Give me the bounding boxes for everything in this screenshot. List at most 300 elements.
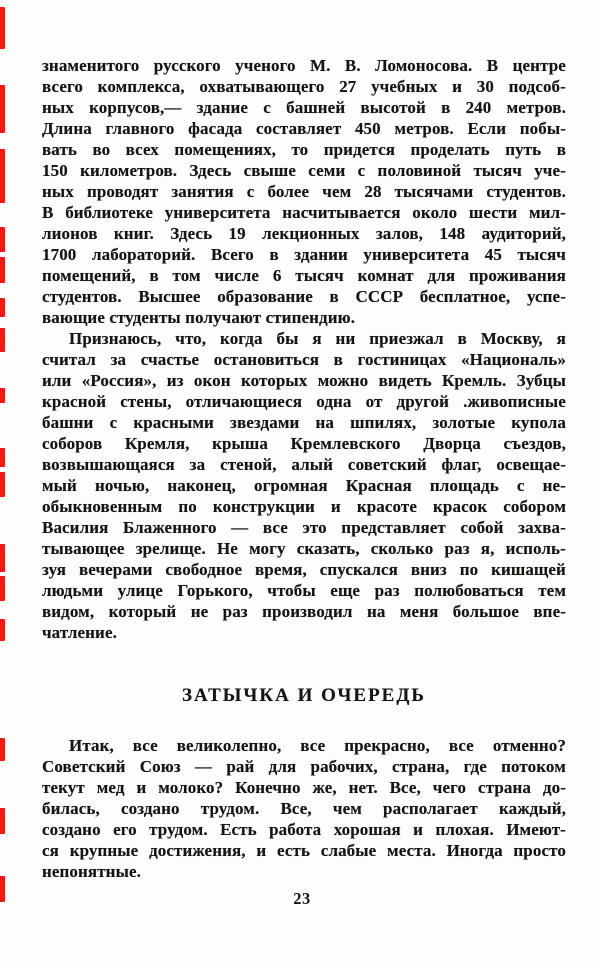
word: текут	[42, 778, 85, 797]
word: большое	[452, 602, 519, 621]
word: около	[412, 203, 458, 222]
word: тысяч	[295, 266, 344, 285]
word: на	[366, 602, 386, 621]
word: вать	[42, 140, 77, 159]
paragraph	[42, 55, 566, 328]
word: занятия	[171, 182, 234, 201]
red-edge-mark	[0, 388, 5, 403]
word: исполь-	[505, 539, 566, 558]
word: 27	[339, 77, 357, 96]
word: с	[246, 182, 255, 201]
word: Имеют-	[506, 820, 566, 839]
text-line	[42, 756, 566, 777]
word: 6	[272, 266, 282, 285]
word: Итак,	[69, 736, 114, 755]
word: Длина	[42, 119, 92, 138]
word: сказать,	[296, 539, 360, 558]
word: мил-	[528, 203, 566, 222]
word: 28	[364, 182, 382, 201]
text-line	[42, 798, 566, 819]
word: метров.	[394, 119, 454, 138]
word: лионов	[42, 224, 98, 243]
word: русского	[153, 56, 221, 75]
word: Блаженного	[123, 518, 217, 537]
word: съездов,	[503, 434, 566, 453]
word: крупные	[69, 841, 139, 860]
red-edge-mark	[0, 257, 5, 283]
word: собой	[460, 518, 504, 537]
word: кишащей	[491, 560, 566, 579]
word: учебных	[371, 77, 438, 96]
section-heading: ЗАТЫЧКА И ОЧЕРЕДЬ	[182, 685, 426, 706]
word: Кремлевского	[290, 434, 401, 453]
word: Горького,	[177, 581, 253, 600]
word: меня	[399, 602, 439, 621]
word: соборов	[42, 434, 103, 453]
word: во	[92, 140, 111, 159]
word: успе-	[526, 287, 566, 306]
text-line	[42, 139, 566, 160]
red-edge-mark	[0, 808, 5, 834]
word: в	[457, 329, 467, 348]
word: 148	[439, 224, 466, 243]
word: по	[178, 497, 197, 516]
word: проделать	[410, 140, 490, 159]
word: до-	[542, 778, 566, 797]
word: другой	[396, 392, 450, 411]
word: представляет	[341, 518, 446, 537]
word: красной	[42, 392, 107, 411]
word: золотые	[432, 413, 496, 432]
red-edge-mark	[0, 576, 5, 601]
word: Здесь	[170, 224, 213, 243]
word: Москву,	[480, 329, 543, 348]
word: когда	[220, 329, 263, 348]
word: уче-	[534, 161, 566, 180]
word: который	[108, 602, 177, 621]
word: знаменитого	[42, 56, 140, 75]
word: высотой	[360, 98, 426, 117]
word: Зубцы	[516, 371, 566, 390]
word: красными	[133, 413, 214, 432]
word: Высшее	[138, 287, 201, 306]
text-line: вающие студенты получают стипендию.	[42, 308, 356, 327]
word: где	[463, 757, 487, 776]
word: 1700	[42, 245, 77, 264]
word: проводят	[86, 182, 159, 201]
word: отличающиеся	[185, 392, 303, 411]
word: стеной,	[220, 455, 277, 474]
word: Всего	[210, 245, 254, 264]
word: бы	[276, 329, 299, 348]
word: Все,	[280, 799, 312, 818]
text-line	[42, 412, 566, 433]
word: охватывающего	[199, 77, 325, 96]
word: Есть	[220, 820, 257, 839]
word: проживания	[468, 266, 566, 285]
word: подсоб-	[508, 77, 566, 96]
word: великолепно,	[176, 736, 282, 755]
word: и	[136, 778, 147, 797]
red-edge-mark	[0, 85, 5, 133]
word: красок	[433, 497, 488, 516]
word: с	[109, 413, 118, 432]
word: том	[172, 266, 201, 285]
word: создано	[42, 820, 101, 839]
word: километров.	[80, 161, 178, 180]
word: ученого	[235, 56, 296, 75]
word: я	[556, 329, 566, 348]
word: Красная	[345, 476, 412, 495]
word: «Россия»,	[81, 371, 157, 390]
word: еще	[330, 581, 361, 600]
word: Все,	[389, 778, 421, 797]
text-line	[42, 223, 566, 244]
word: могу	[249, 539, 286, 558]
word: образование	[217, 287, 313, 306]
word: за	[189, 455, 206, 474]
word: мед	[96, 778, 125, 797]
word: помещений,	[42, 266, 136, 285]
word: и	[330, 497, 341, 516]
word: библиотеке	[65, 203, 153, 222]
text-line	[42, 777, 566, 798]
word: вечерами	[78, 560, 153, 579]
word: можно	[317, 371, 369, 390]
word: прекрасно,	[344, 736, 430, 755]
word: сколько	[370, 539, 434, 558]
word: числе	[214, 266, 260, 285]
word: с	[263, 98, 271, 117]
word: в	[441, 98, 451, 117]
word: студентов.	[42, 287, 122, 306]
word: в	[556, 140, 566, 159]
word: впе-	[533, 602, 566, 621]
paragraph	[42, 735, 566, 882]
word: университета	[363, 245, 470, 264]
word: башней	[286, 98, 346, 117]
word: не	[190, 602, 209, 621]
word: тысячами	[394, 182, 474, 201]
word: гостиницах	[357, 350, 447, 369]
word: комнат	[357, 266, 414, 285]
word: раз	[222, 602, 248, 621]
word: башни	[42, 413, 94, 432]
word: СССР	[355, 287, 404, 306]
word: Иногда	[446, 841, 503, 860]
word: в	[149, 266, 159, 285]
word: Союз	[139, 757, 181, 776]
word: тем	[538, 581, 566, 600]
text-line	[42, 840, 566, 861]
word: 45	[484, 245, 502, 264]
word: Признаюсь,	[69, 329, 162, 348]
text-line	[42, 559, 566, 580]
text-line	[42, 370, 566, 391]
word: метров.	[506, 98, 566, 117]
red-edge-mark	[0, 227, 5, 252]
word: от	[365, 392, 383, 411]
word: площадь	[429, 476, 499, 495]
word: всех	[125, 140, 159, 159]
word: зуя	[42, 560, 67, 579]
word: же,	[312, 778, 337, 797]
word: свободное	[165, 560, 243, 579]
word: лабораторий.	[91, 245, 196, 264]
word: это	[302, 518, 327, 537]
word: приезжал	[369, 329, 444, 348]
word: огромная	[253, 476, 328, 495]
text-line	[42, 160, 566, 181]
word: для	[427, 266, 456, 285]
word: более	[267, 182, 310, 201]
text-line	[42, 538, 566, 559]
word: побы-	[519, 119, 566, 138]
word: из	[166, 371, 184, 390]
word: производил	[262, 602, 353, 621]
word: одна	[316, 392, 352, 411]
word: раз	[444, 539, 470, 558]
word: шести	[468, 203, 518, 222]
word: наконец,	[167, 476, 236, 495]
page-number: 23	[293, 889, 311, 908]
word: в	[329, 287, 339, 306]
word: страна	[478, 778, 531, 797]
word: которых	[241, 371, 308, 390]
word: «Националь»	[461, 350, 566, 369]
word: фасада	[188, 119, 243, 138]
word: обыкновенным	[42, 497, 163, 516]
word: я	[312, 329, 322, 348]
word: слабые	[320, 841, 377, 860]
word: окон	[193, 371, 231, 390]
word: что,	[175, 329, 207, 348]
word: работа	[269, 820, 322, 839]
word: крыша	[212, 434, 268, 453]
text-line	[42, 517, 566, 538]
word: и	[256, 841, 267, 860]
word: —	[194, 757, 213, 776]
word: есть	[277, 841, 311, 860]
text-line	[42, 181, 566, 202]
word: в	[269, 245, 279, 264]
text-line: чатление.	[42, 623, 117, 642]
word: флаг,	[441, 455, 482, 474]
word: 30	[476, 77, 494, 96]
word: Не	[216, 539, 238, 558]
word: места.	[387, 841, 436, 860]
red-edge-mark	[0, 472, 5, 497]
word: все	[300, 736, 326, 755]
word: комплекса,	[97, 77, 185, 96]
word: 450	[354, 119, 381, 138]
word: остановиться	[213, 350, 320, 369]
red-edge-mark	[0, 149, 5, 203]
word: освещае-	[496, 455, 566, 474]
word: создано	[120, 799, 180, 818]
text-line	[42, 735, 566, 756]
word: стены,	[120, 392, 172, 411]
word: с	[357, 161, 366, 180]
text-line	[42, 580, 566, 601]
word: залов,	[375, 224, 424, 243]
text-block	[42, 55, 566, 882]
red-edge-mark	[0, 7, 5, 49]
word: М.	[310, 56, 331, 75]
text-line	[42, 819, 566, 840]
word: книг.	[113, 224, 154, 243]
word: рай	[226, 757, 255, 776]
text-line	[42, 433, 566, 454]
word: ни	[335, 329, 356, 348]
word: чем	[322, 182, 352, 201]
word: тысяч	[517, 245, 566, 264]
word: чего	[432, 778, 467, 797]
word: 240	[465, 98, 492, 117]
word: В	[42, 203, 54, 222]
word: все	[132, 736, 158, 755]
word: я,	[480, 539, 495, 558]
word: плохая.	[435, 820, 494, 839]
text-line	[42, 265, 566, 286]
word: шпилях,	[350, 413, 417, 432]
word: 19	[228, 224, 246, 243]
word: студентов.	[486, 182, 566, 201]
word: Советский	[42, 757, 126, 776]
word: Здесь	[189, 161, 232, 180]
word: Василия	[42, 518, 109, 537]
word: половиной	[377, 161, 462, 180]
word: страна,	[392, 757, 450, 776]
word: на	[315, 413, 335, 432]
word: все	[448, 736, 474, 755]
word: считал	[42, 350, 96, 369]
word: нет.	[348, 778, 378, 797]
word: помещениях,	[174, 140, 276, 159]
text-line	[42, 202, 566, 223]
word: возвышающаяся	[42, 455, 175, 474]
text-line	[42, 475, 566, 496]
word: все	[262, 518, 288, 537]
red-edge-mark	[0, 298, 5, 317]
word: главного	[105, 119, 175, 138]
word: —	[231, 518, 249, 537]
text-line	[42, 328, 566, 349]
word: семи	[308, 161, 346, 180]
word: придется	[323, 140, 396, 159]
red-edge-mark	[0, 448, 5, 467]
word: ных	[42, 182, 74, 201]
word: бесплатное,	[419, 287, 511, 306]
word: В.	[344, 56, 361, 75]
word: Если	[467, 119, 507, 138]
word: Кремль.	[441, 371, 507, 390]
word: чем	[332, 799, 362, 818]
word: спускался	[319, 560, 398, 579]
word: раз	[374, 581, 400, 600]
word: видеть	[378, 371, 432, 390]
word: В	[486, 56, 499, 75]
text-line	[42, 349, 566, 370]
red-edge-mark	[0, 619, 5, 641]
red-edge-mark	[0, 544, 5, 572]
red-edge-mark	[0, 328, 5, 352]
word: хорошая	[333, 820, 401, 839]
word: или	[42, 371, 72, 390]
word: купола	[511, 413, 566, 432]
word: конструкции	[212, 497, 315, 516]
text-line	[42, 118, 566, 139]
word: здание	[196, 98, 249, 117]
paragraph	[42, 328, 566, 643]
word: звездами	[230, 413, 300, 432]
text-line	[42, 496, 566, 517]
word: трудом.	[149, 820, 208, 839]
word: Кремля,	[124, 434, 190, 453]
word: насчитывается	[282, 203, 401, 222]
word: рабочих,	[310, 757, 378, 776]
word: свыше	[243, 161, 297, 180]
word: отменно?	[492, 736, 566, 755]
word: в	[333, 350, 343, 369]
word: всего	[42, 77, 83, 96]
word: захва-	[518, 518, 566, 537]
word: для	[268, 757, 297, 776]
text-line	[42, 55, 566, 76]
word: тывающее	[42, 539, 125, 558]
word: каждый,	[499, 799, 566, 818]
word: просто	[513, 841, 566, 860]
word: молоко?	[158, 778, 224, 797]
word: .живописные	[463, 392, 566, 411]
text-line	[42, 76, 566, 97]
text-line: непонятные.	[42, 862, 141, 881]
word: зрелище.	[135, 539, 206, 558]
word: советский	[347, 455, 427, 474]
text-line	[42, 244, 566, 265]
word: ся	[42, 841, 59, 860]
word: чтобы	[267, 581, 316, 600]
red-edge-mark	[0, 738, 5, 761]
word: корпусов,—	[89, 98, 182, 117]
text-line	[42, 454, 566, 475]
word: не-	[542, 476, 566, 495]
word: достижения,	[149, 841, 246, 860]
word: 150	[42, 161, 68, 180]
text-line	[42, 601, 566, 622]
word: и	[413, 820, 424, 839]
word: путь	[505, 140, 542, 159]
word: билась,	[42, 799, 100, 818]
word: ночью,	[95, 476, 150, 495]
word: время,	[255, 560, 307, 579]
word: центре	[512, 56, 566, 75]
word: Дворца	[423, 434, 481, 453]
word: университета	[164, 203, 271, 222]
word: аудиторий,	[481, 224, 566, 243]
text-line	[42, 286, 566, 307]
word: за	[110, 350, 127, 369]
word: Ломоносова.	[375, 56, 473, 75]
word: Конечно	[235, 778, 301, 797]
word: располагает	[383, 799, 478, 818]
word: потоком	[501, 757, 566, 776]
word: с	[516, 476, 525, 495]
word: его	[113, 820, 137, 839]
word: то	[291, 140, 309, 159]
word: алый	[291, 455, 334, 474]
word: тысяч	[473, 161, 522, 180]
